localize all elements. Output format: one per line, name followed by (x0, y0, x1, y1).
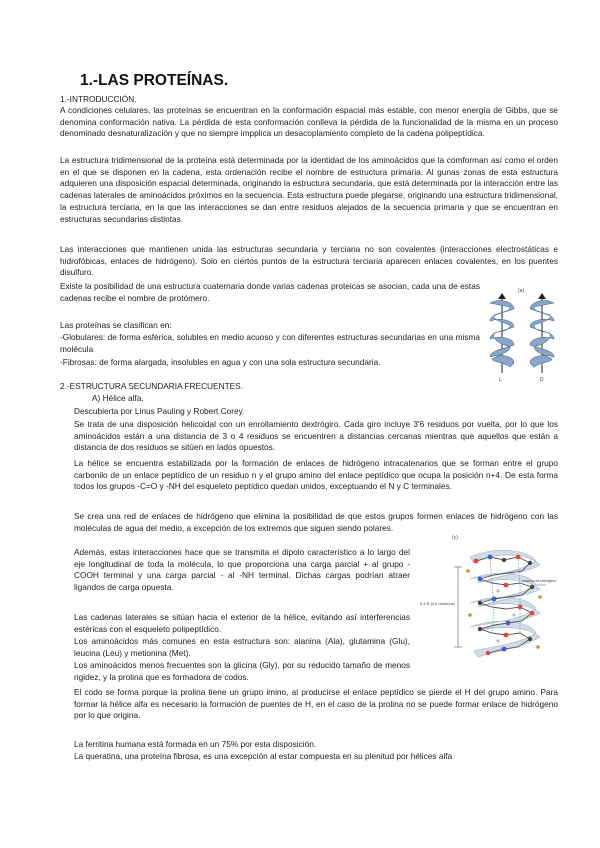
paragraph-ferritin: La ferritina humana está formada en un 75% por esta disposición. (74, 739, 317, 749)
paragraph-globulares: -Globulares: de forma esférica, solubles en medio acuoso y con diferentes estructuras secundarias en una misma molécula (60, 332, 480, 354)
figure1-label-l: L (499, 377, 502, 383)
paragraph-side-chains: Las cadenas laterales se sitúan hacia el exterior de la hélice, evitando así interferencias estéricas con el esqueleto polipeptídico. (74, 612, 410, 634)
paragraph-hydrogen-network: Se crea una red de enlaces de hidrógeno que elimina la posibilidad de que estos grupos formen enlaces de hidrógeno con las moléculas de agua del medio, a excepción de los extremos que siguen siendo polares. (74, 511, 558, 533)
alpha-helix-figure (418, 527, 560, 685)
figure2-label-hbonds: enlaces de hidrógeno (522, 579, 557, 583)
subheading-alpha-helix: A) Hélice alfa. (92, 393, 144, 403)
paragraph-less-common-aminoacids: Los aminoácidos menos frecuentes son la glicina (Gly), por su reducido tamaño de menos rigidez, y la prolina que es formadora de codos. (74, 660, 410, 682)
alpha-helix-illustration (418, 527, 560, 685)
paragraph-intro-1: A condiciones celulares, las proteínas se encuentran en la conformación espacial más estable, con menor energía de Gibbs, que se denomina conformación nativa. La pérdida de esta conformación conlleva la pérdida de la funcionalidad de la misma en un proceso denominado desnaturalización y que no siempre impplica un desacoplamiento completo de la cadena polipeptídica. (60, 105, 558, 139)
paragraph-dipole: Además, estas interacciones hace que se transmita el dipolo característico a lo largo del eje longitudinal de toda la molécula, lo que proporciona una carga parcial + al grupo -COOH terminal y una carga parcial - al -NH terminal. Dichas cargas podrían atraer ligandos de carga opuesta. (74, 547, 410, 593)
figure1-label-a: (a) (518, 288, 525, 294)
paragraph-hydrogen-bonds: La hélice se encuentra estabilizada por la formación de enlaces de hidrógeno intracatenarios que se forman entre el grupo carbonilo de un enlace peptídico de un residuo n y el grupo amino del enlace peptídico que ocupa la posición n+4. De esta forma todos los grupos -C=O y -NH del esqueleto peptídico quedan unidos, exceptuando el N y C terminales. (74, 458, 558, 492)
helix-l-d-illustration (482, 281, 562, 386)
paragraph-intro-3: Las interacciones que mantienen unida las estructuras secundaria y terciaria no son covalentes (interacciones electrostáticas e hidrofóbicas, enlaces de hidrógeno). Solo en ciertos puntos de la estructura terciaria aparecen enlaces covalentes, en los puentes disulfuro. (60, 244, 558, 278)
paragraph-helix-description: Se trata de una disposición helicoidal con un enrollamiento dextrógiro. Cada giro incluye 3'6 residuos por vuelta, por lo que los aminoácidos están a una distancia de 3 o 4 residuos se encuentren a distancias cercanas mientras que aquellos que están a distancia de dos residuos se sitúen en lados opuestos. (74, 419, 558, 453)
figure2-label-c: (c) (452, 535, 458, 541)
paragraph-keratin: La queratina, una proteína fibrosa, es una excepción al estar compuesta en su plenitud por hélices alfa (74, 751, 453, 761)
paragraph-discovery: Descubierta por Linus Pauling y Robert Corey. (74, 406, 245, 416)
paragraph-classification-intro: Las proteínas se clasifican en: (60, 320, 172, 330)
paragraph-fibrosas: -Fibrosas: de forma alargada, insolubles en agua y con una sola estructura secundaria. (60, 357, 381, 367)
page-title: 1.-LAS PROTEÍNAS. (80, 72, 229, 89)
section-heading-introduction: 1.-INTRODUCCIÓN. (60, 94, 137, 104)
helix-l-d-figure (482, 281, 562, 386)
paragraph-proline-bend: El codo se forma porque la prolina tiene un grupo imino, al producirse el enlace peptídico se pierde el H del grupo amino. Para formar la hélice alfa es necesario la formación de puentes de H, en el caso de la prolina no se puede formar enlace de hidrógeno por lo que origina. (74, 687, 558, 721)
figure1-label-d: D (540, 377, 544, 383)
paragraph-common-aminoacids: Los aminoácidos más comunes en esta estructura son: alanina (Ala), glutamina (Glu), leucina (Leu) y metionina (Met). (74, 636, 410, 658)
paragraph-intro-2: La estructura tridimensional de la proteína está determinada por la identidad de los aminoácidos que la comforman así como el orden en el que se disponen en la cadena, esta ordenación recibe el nombre de estructura primaria. Al gunas zonas de esta estructura adquieren una disposición espacial determinada, originando la estructura secundaria, que está determinada por la interacción entre las cadenas laterales de aminoácidos próximos en la secuencia. Esta estructura puede plegarse, originando una estructura tridimensional, la estructura terciaria, en la que las interacciones se dan entre residuos alejados de la secuencia primaria y que se encuentran en estructuras secundarias distintas. (60, 155, 558, 224)
paragraph-intro-4: Existe la posibilidad de una estructura cuaternaria donde varias cadenas proteicas se asocian, cada una de estas cadenas recibe el nombre de protómero. (60, 281, 480, 303)
figure2-label-pitch: 5.4 Å (3.6 residuos) (420, 601, 455, 606)
section-heading-secondary: 2.-ESTRUCTURA SECUNDARIA FRECUENTES. (60, 381, 244, 391)
